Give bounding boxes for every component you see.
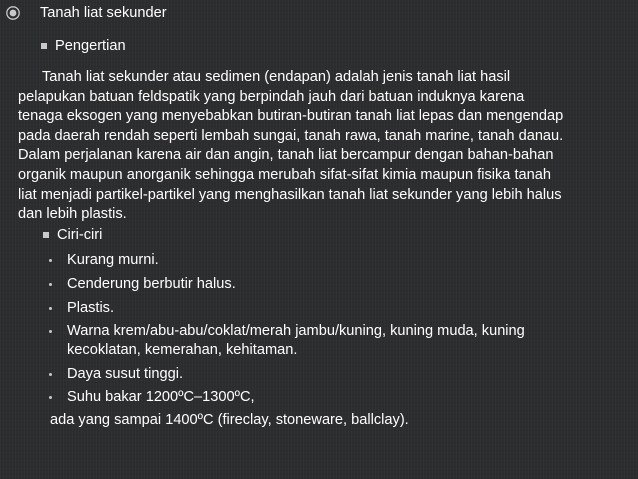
paragraph-line: dan lebih plastis. xyxy=(18,206,127,223)
trait-item: Warna krem/abu-abu/coklat/merah jambu/kuning, kuning muda, kuning xyxy=(67,323,525,339)
square-bullet-icon xyxy=(41,43,47,49)
trait-item: Daya susut tinggi. xyxy=(67,366,184,382)
trait-item-continuation: ada yang sampai 1400ºC (fireclay, stoneware, ballclay). xyxy=(50,412,409,428)
trait-item: Cenderung berbutir halus. xyxy=(67,276,236,292)
paragraph-line: Tanah liat sekunder atau sedimen (endapan) adalah jenis tanah liat hasil xyxy=(42,69,511,85)
paragraph-line: organik maupun anorganik sehingga merubah sifat-sifat kimia maupun fisika tanah xyxy=(18,166,551,183)
paragraph-line: tenaga eksogen yang menyebabkan butiran-butiran tanah liat lepas dan mengendap xyxy=(18,108,564,125)
paragraph-line: liat menjadi partikel-partikel yang menghasilkan tanah liat sekunder yang lebih halus xyxy=(18,186,562,203)
trait-item: Plastis. xyxy=(67,300,115,316)
subheading-pengertian: Pengertian xyxy=(55,38,126,54)
trait-item: Suhu bakar 1200ºC–1300ºC, xyxy=(67,389,255,405)
trait-item-continuation: kecoklatan, kemerahan, kehitaman. xyxy=(67,342,298,358)
paragraph-line: pada daerah rendah seperti lembah sungai, tanah rawa, tanah marine, tanah danau. xyxy=(18,127,564,144)
subheading-ciri-ciri: Ciri-ciri xyxy=(57,227,103,243)
paragraph-line: pelapukan batuan feldspatik yang berpindah jauh dari batuan induknya karena xyxy=(18,88,525,105)
definition-paragraph xyxy=(18,68,630,225)
heading: Tanah liat sekunder xyxy=(40,5,167,21)
paragraph-line: Dalam perjalanan karena air dan angin, tanah liat bercampur dengan bahan-bahan xyxy=(18,147,554,164)
trait-item: Kurang murni. xyxy=(67,252,159,268)
circled-dot-icon xyxy=(4,4,22,22)
